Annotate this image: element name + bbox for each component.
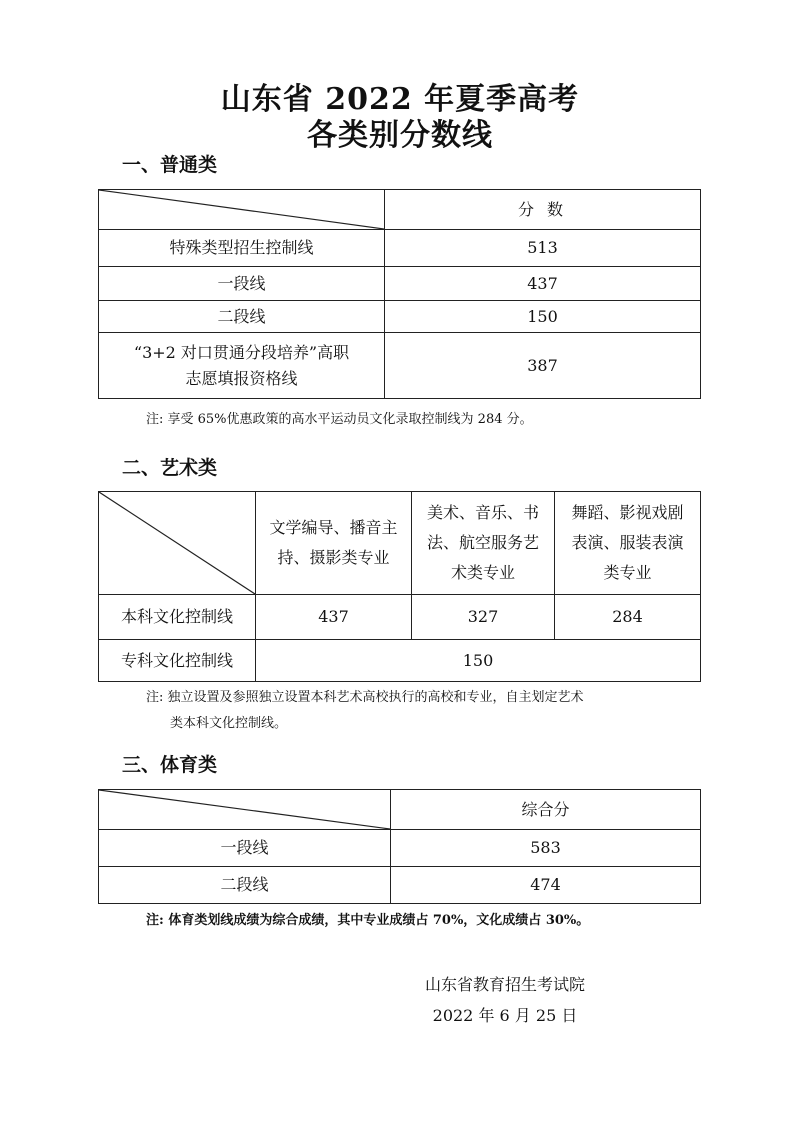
diagonal-line-icon <box>99 790 390 829</box>
section-arts-heading: 二、艺术类 <box>122 457 218 479</box>
header-line: 舞蹈、影视戏剧 <box>571 503 684 522</box>
row-value: 150 <box>385 301 701 333</box>
diagonal-header-cell <box>99 190 385 230</box>
general-score-table <box>98 189 701 399</box>
row-value: 284 <box>555 595 701 640</box>
arts-column-header-1 <box>256 492 412 595</box>
row-value: 437 <box>385 267 701 301</box>
diagonal-line-icon <box>99 492 255 594</box>
header-line: 法、航空服务艺 <box>426 533 539 552</box>
section-sports-heading: 三、体育类 <box>122 754 218 776</box>
diagonal-header-cell <box>99 790 391 830</box>
arts-column-header-3 <box>555 492 701 595</box>
row-value: 583 <box>391 830 701 867</box>
row-value: 513 <box>385 230 701 267</box>
arts-score-table <box>98 491 701 682</box>
sports-note: 注: 体育类划线成绩为综合成绩，其中专业成绩占 70%，文化成绩占 30%。 <box>146 913 590 928</box>
diagonal-header-cell <box>99 492 256 595</box>
score-column-header: 分 数 <box>385 190 701 230</box>
row-label: 特殊类型招生控制线 <box>99 230 385 267</box>
row-label: 本科文化控制线 <box>99 595 256 640</box>
header-line: 表演、服装表演 <box>571 533 684 552</box>
header-line: 术类专业 <box>450 563 515 582</box>
arts-note-line1: 注: 独立设置及参照独立设置本科艺术高校执行的高校和专业，自主划定艺术 <box>146 690 584 705</box>
row-value: 474 <box>391 867 701 904</box>
header-line: 文学编导、播音主 <box>269 518 398 537</box>
header-line: 类专业 <box>603 563 652 582</box>
row-label-line2: 志愿填报资格线 <box>185 368 298 388</box>
row-value: 327 <box>412 595 555 640</box>
row-label-line1: “3+2 对口贯通分段培养”高职 <box>133 342 350 362</box>
row-label: 专科文化控制线 <box>99 640 256 682</box>
general-note: 注: 享受 65%优惠政策的高水平运动员文化录取控制线为 284 分。 <box>146 412 533 427</box>
composite-score-header: 综合分 <box>391 790 701 830</box>
header-line: 美术、音乐、书 <box>426 503 539 522</box>
diagonal-line-icon <box>99 190 384 229</box>
row-value: 387 <box>385 333 701 399</box>
issue-date: 2022 年 6 月 25 日 <box>432 1006 578 1025</box>
issuing-organization: 山东省教育招生考试院 <box>424 975 585 994</box>
row-label: 二段线 <box>99 301 385 333</box>
row-label: 二段线 <box>99 867 391 904</box>
header-line: 持、摄影类专业 <box>277 548 390 567</box>
row-value: 150 <box>256 640 701 682</box>
document-title-line1: 山东省 2022 年夏季高考 <box>220 82 580 117</box>
row-value: 437 <box>256 595 412 640</box>
arts-note-line2: 类本科文化控制线。 <box>170 716 288 731</box>
arts-column-header-2 <box>412 492 555 595</box>
row-label: 一段线 <box>99 830 391 867</box>
document-title-line2: 各类别分数线 <box>307 118 493 153</box>
row-label <box>99 333 385 399</box>
section-general-heading: 一、普通类 <box>122 154 218 176</box>
row-label: 一段线 <box>99 267 385 301</box>
sports-score-table <box>98 789 701 904</box>
